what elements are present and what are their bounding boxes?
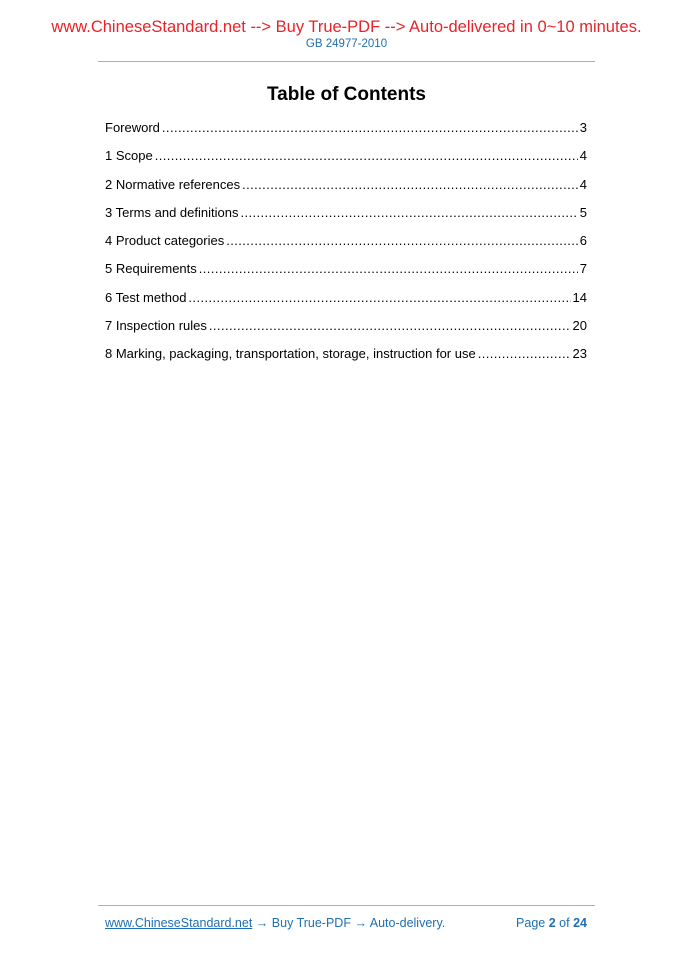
toc-entry-page: 4 bbox=[579, 176, 587, 192]
toc-entry-label: 2 Normative references bbox=[105, 176, 241, 192]
toc-entry-page: 4 bbox=[579, 148, 587, 164]
toc-leader-dots bbox=[199, 259, 578, 279]
footer-delivery-text: Auto-delivery. bbox=[369, 916, 446, 930]
toc-entry-label: 8 Marking, packaging, transportation, storage, instruction for use bbox=[105, 346, 476, 362]
toc-entry[interactable] bbox=[105, 258, 587, 286]
toc-entry-label: 1 Scope bbox=[105, 148, 153, 164]
toc-leader-dots bbox=[162, 118, 578, 138]
arrow-right-icon: → bbox=[255, 916, 269, 930]
of-word: of bbox=[559, 916, 570, 930]
toc-entry-page: 14 bbox=[572, 289, 587, 305]
toc-entry[interactable] bbox=[105, 315, 587, 343]
header-banner: www.ChineseStandard.net --> Buy True-PDF --> Auto-delivered in 0~10 minutes. bbox=[51, 18, 642, 36]
standard-code: GB 24977-2010 bbox=[305, 38, 388, 50]
toc-entry[interactable] bbox=[105, 230, 587, 258]
toc-entry[interactable] bbox=[105, 343, 587, 371]
footer-promo bbox=[105, 916, 445, 930]
toc-list bbox=[105, 117, 587, 372]
toc-leader-dots bbox=[242, 175, 578, 195]
toc-entry[interactable] bbox=[105, 174, 587, 202]
toc-entry-page: 20 bbox=[572, 318, 587, 334]
toc-entry[interactable] bbox=[105, 202, 587, 230]
toc-entry-page: 23 bbox=[572, 346, 587, 362]
toc-leader-dots bbox=[155, 146, 578, 166]
toc-entry[interactable] bbox=[105, 145, 587, 173]
toc-entry-label: 7 Inspection rules bbox=[105, 318, 207, 334]
footer-site-link[interactable]: www.ChineseStandard.net bbox=[105, 916, 253, 930]
toc-title: Table of Contents bbox=[266, 84, 427, 105]
footer-divider bbox=[98, 905, 595, 906]
toc-entry-page: 7 bbox=[579, 261, 587, 277]
toc-entry-page: 5 bbox=[579, 204, 587, 220]
page-indicator bbox=[516, 916, 587, 930]
toc-leader-dots bbox=[478, 344, 571, 364]
toc-entry-label: 6 Test method bbox=[105, 289, 187, 305]
header-divider bbox=[98, 61, 595, 62]
toc-entry-label: Foreword bbox=[105, 120, 160, 135]
arrow-right-icon: → bbox=[354, 916, 367, 930]
toc-entry-label: 5 Requirements bbox=[105, 261, 197, 277]
total-pages-number: 24 bbox=[573, 916, 587, 930]
footer-buy-text: Buy True-PDF bbox=[271, 916, 351, 930]
toc-leader-dots bbox=[240, 203, 577, 223]
toc-entry[interactable] bbox=[105, 287, 587, 315]
toc-entry[interactable] bbox=[105, 117, 587, 145]
toc-entry-label: 3 Terms and definitions bbox=[105, 204, 239, 220]
toc-entry-label: 4 Product categories bbox=[105, 233, 225, 249]
toc-entry-page: 6 bbox=[579, 233, 587, 249]
page-word: Page bbox=[516, 916, 546, 930]
current-page-number: 2 bbox=[548, 916, 556, 930]
toc-leader-dots bbox=[188, 288, 570, 308]
toc-entry-page: 3 bbox=[579, 120, 587, 135]
toc-leader-dots bbox=[226, 231, 578, 251]
toc-leader-dots bbox=[209, 316, 571, 336]
